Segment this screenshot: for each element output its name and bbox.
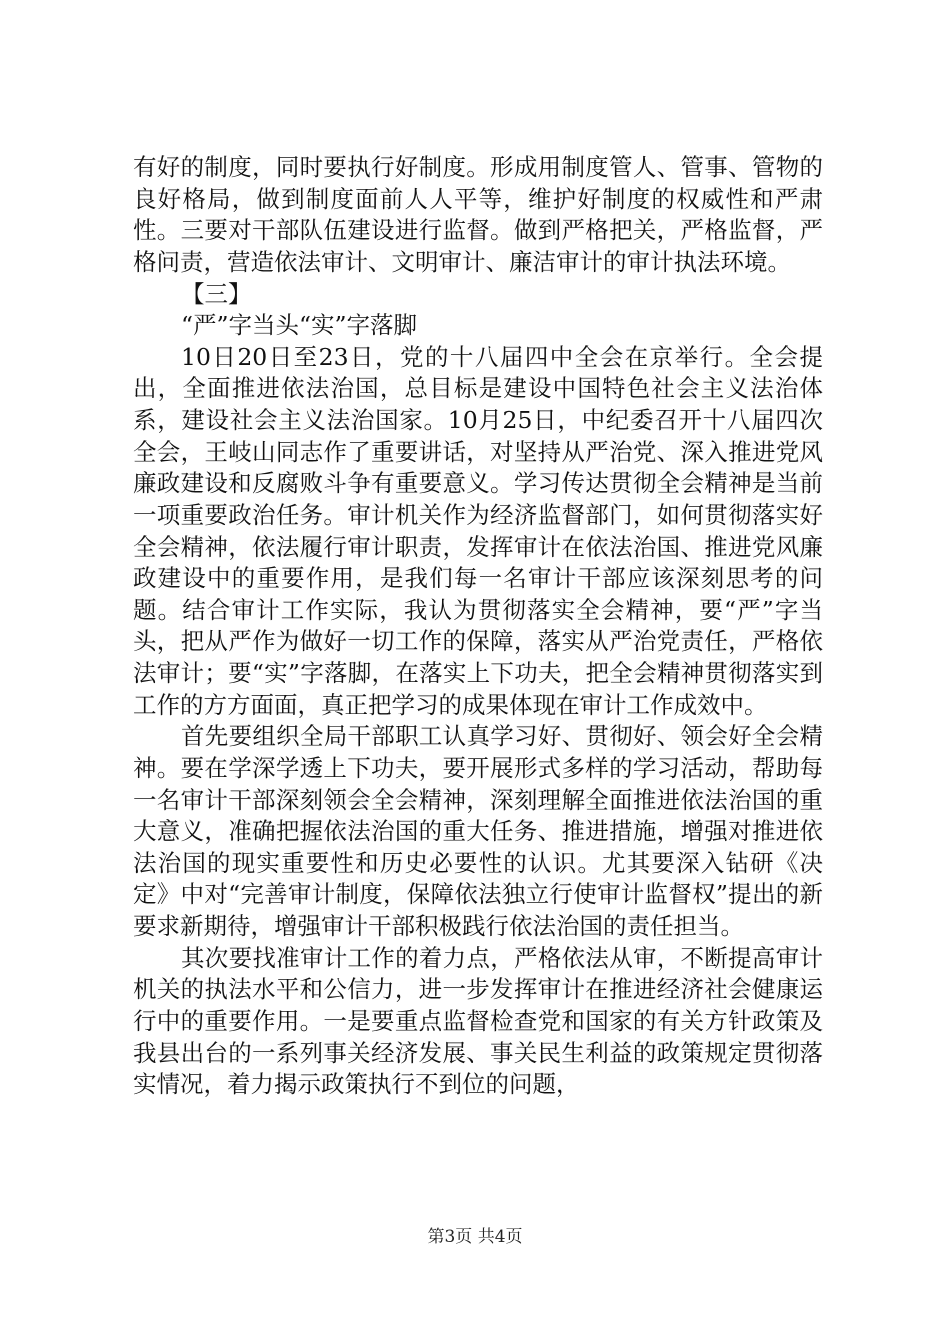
- document-body: [133, 152, 823, 1101]
- paragraph-intro: 10日20日至23日，党的十八届四中全会在京举行。全会提出，全面推进依法治国，总目标是建设中国特色社会主义法治体系，建设社会主义法治国家。10月25日，中纪委召开十八届四次全会，王岐山同志作了重要讲话，对坚持从严治党、深入推进党风廉政建设和反腐败斗争有重要意义。学习传达贯彻全会精神是当前一项重要政治任务。审计机关作为经济监督部门，如何贯彻落实好全会精神，依法履行审计职责，发挥审计在依法治国、推进党风廉政建设中的重要作用，是我们每一名审计干部应该深刻思考的问题。结合审计工作实际，我认为贯彻落实全会精神，要“严”字当头，把从严作为做好一切工作的保障，落实从严治党责任，严格依法审计；要“实”字落脚，在落实上下功夫，把全会精神贯彻落实到工作的方方面面，真正把学习的成果体现在审计工作成效中。: [133, 342, 823, 719]
- paragraph-continuation: 有好的制度，同时要执行好制度。形成用制度管人、管事、管物的良好格局，做到制度面前人人平等，维护好制度的权威性和严肃性。三要对干部队伍建设进行监督。做到严格把关，严格监督，严格问责，营造依法审计、文明审计、廉洁审计的审计执法环境。: [133, 153, 823, 276]
- article-title: “严”字当头“实”字落脚: [181, 311, 418, 340]
- paragraph-second-point: 其次要找准审计工作的着力点，严格依法从审，不断提高审计机关的执法水平和公信力，进一步发挥审计在推进经济社会健康运行中的重要作用。一是要重点监督检查党和国家的有关方针政策及我县出台的一系列事关经济发展、事关民生利益的政策规定贯彻落实情况，着力揭示政策执行不到位的问题，: [133, 943, 823, 1099]
- section-marker: 【三】: [181, 279, 252, 308]
- page-number-footer: 第3页 共4页: [427, 1227, 523, 1247]
- paragraph-first-point: 首先要组织全局干部职工认真学习好、贯彻好、领会好全会精神。要在学深学透上下功夫，要开展形式多样的学习活动，帮助每一名审计干部深刻领会全会精神，深刻理解全面推进依法治国的重大意义，准确把握依法治国的重大任务、推进措施，增强对推进依法治国的现实重要性和历史必要性的认识。尤其要深入钻研《决定》中对“完善审计制度，保障依法独立行使审计监督权”提出的新要求新期待，增强审计干部积极践行依法治国的责任担当。: [133, 722, 823, 940]
